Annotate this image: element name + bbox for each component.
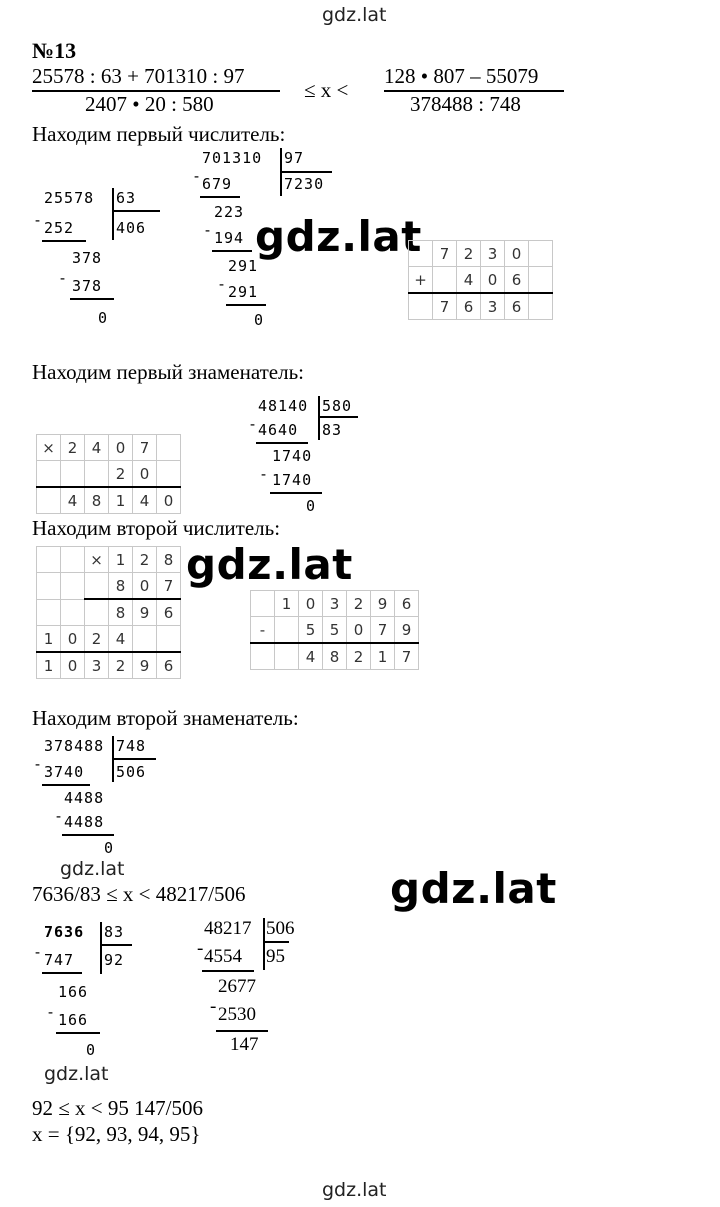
- final-range: 92 ≤ x < 95 147/506: [32, 1096, 203, 1120]
- watermark-small-2: gdz.lat: [60, 858, 125, 880]
- left-numerator: 25578 : 63 + 701310 : 97: [32, 64, 245, 88]
- divisor: 63: [116, 189, 137, 207]
- dividend: 48217: [204, 918, 252, 939]
- divisor: 83: [104, 923, 125, 941]
- remainder-1: 166: [58, 983, 89, 1001]
- subtrahend-1: 4554: [204, 946, 242, 967]
- quotient: 7230: [284, 175, 325, 193]
- remainder: 0: [86, 1041, 97, 1059]
- subtrahend-1: 252: [44, 219, 75, 237]
- result-inequality: 7636/83 ≤ x < 48217/506: [32, 882, 246, 906]
- remainder-2: 291: [228, 257, 259, 275]
- subtrahend-2: 166: [58, 1011, 89, 1029]
- watermark-top: gdz.lat: [322, 4, 387, 26]
- remainder-1: 2677: [218, 976, 256, 997]
- divisor: 506: [266, 918, 295, 939]
- subtrahend-2: 378: [72, 277, 103, 295]
- step-second-numerator: Находим второй числитель:: [32, 516, 281, 540]
- subtrahend-1: 4640: [258, 421, 299, 439]
- remainder-1: 223: [214, 203, 245, 221]
- remainder: 0: [104, 839, 115, 857]
- subtrahend-1: 679: [202, 175, 233, 193]
- watermark-large-3: gdz.lat: [390, 864, 557, 913]
- remainder: 147: [230, 1034, 259, 1055]
- right-numerator: 128 • 807 – 55079: [384, 64, 539, 88]
- right-denominator: 378488 : 748: [410, 92, 521, 116]
- divisor: 97: [284, 149, 305, 167]
- subtrahend-2: 1740: [272, 471, 313, 489]
- divisor: 580: [322, 397, 353, 415]
- subtraction-grid: 1 0 3 2 9 6 - 5 5 0 7 9 4 8 2 1 7: [250, 590, 419, 670]
- remainder: 0: [306, 497, 317, 515]
- remainder: 0: [98, 309, 109, 327]
- quotient: 506: [116, 763, 147, 781]
- subtrahend-2: 2530: [218, 1004, 256, 1025]
- subtrahend-2: 4488: [64, 813, 105, 831]
- remainder: 0: [254, 311, 265, 329]
- remainder-1: 4488: [64, 789, 105, 807]
- final-answer: x = {92, 93, 94, 95}: [32, 1122, 201, 1146]
- watermark-small-3: gdz.lat: [44, 1063, 109, 1085]
- subtrahend-2: 194: [214, 229, 245, 247]
- step-second-denominator: Находим второй знаменатель:: [32, 706, 299, 730]
- problem-title: №13: [32, 38, 77, 63]
- quotient: 406: [116, 219, 147, 237]
- step-first-numerator: Находим первый числитель:: [32, 122, 286, 146]
- watermark-large-2: gdz.lat: [186, 540, 353, 589]
- left-denominator: 2407 • 20 : 580: [85, 92, 214, 116]
- dividend: 7636: [44, 923, 85, 941]
- quotient: 83: [322, 421, 343, 439]
- quotient: 92: [104, 951, 125, 969]
- multiplication-grid-1: × 2 4 0 7 2 0 4 8 1 4 0: [36, 434, 181, 514]
- dividend: 701310: [202, 149, 263, 167]
- dividend: 48140: [258, 397, 309, 415]
- step-first-denominator: Находим первый знаменатель:: [32, 360, 304, 384]
- subtrahend-3: 291: [228, 283, 259, 301]
- inequality-middle: ≤ x <: [304, 78, 349, 102]
- subtrahend-1: 747: [44, 951, 75, 969]
- remainder-1: 378: [72, 249, 103, 267]
- addition-grid: 7 2 3 0 + 4 0 6 7 6 3 6: [408, 240, 553, 320]
- quotient: 95: [266, 946, 285, 967]
- subtrahend-1: 3740: [44, 763, 85, 781]
- watermark-large-1: gdz.lat: [255, 212, 422, 261]
- dividend: 25578: [44, 189, 95, 207]
- multiplication-grid-2: × 1 2 8 8 0 7 8 9 6 1 0 2 4 1 0 3 2 9 6: [36, 546, 181, 679]
- divisor: 748: [116, 737, 147, 755]
- remainder-1: 1740: [272, 447, 313, 465]
- dividend: 378488: [44, 737, 105, 755]
- watermark-bottom: gdz.lat: [322, 1179, 387, 1201]
